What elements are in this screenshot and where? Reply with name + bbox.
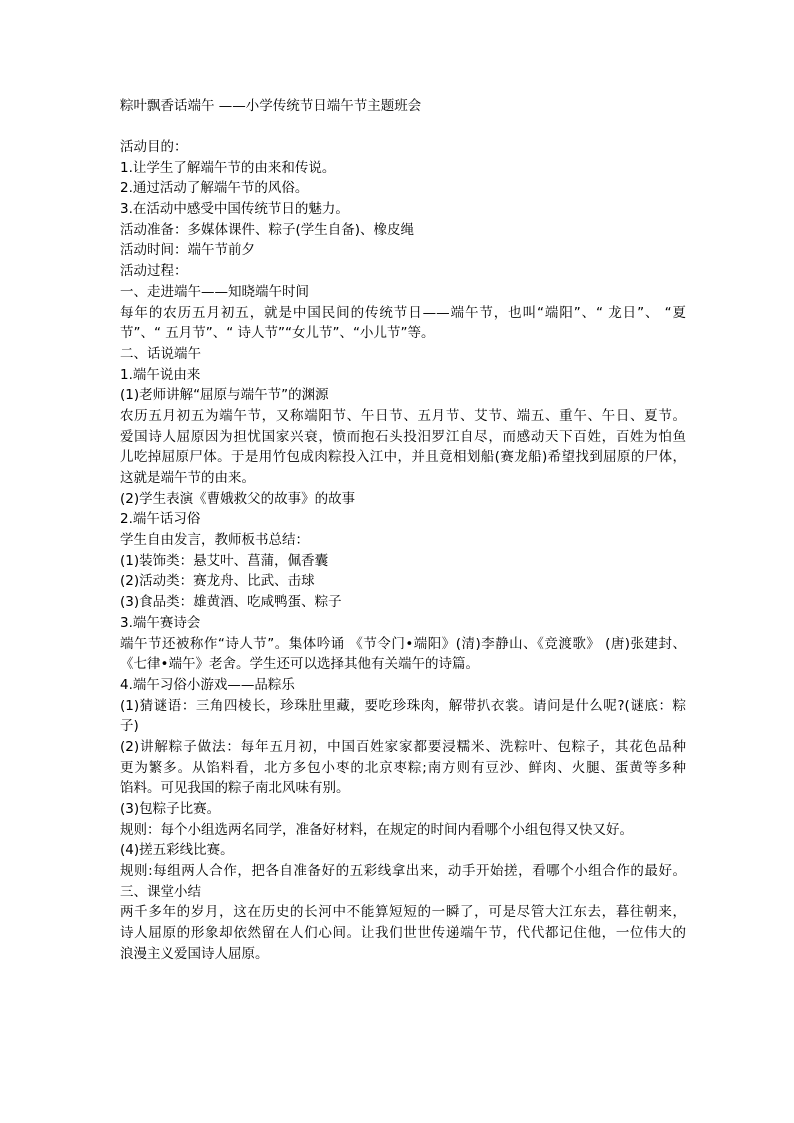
body-line: 1.让学生了解端午节的由来和传说。 bbox=[120, 159, 336, 176]
document-body bbox=[120, 137, 686, 965]
body-line: (2)活动类：赛龙舟、比武、击球 bbox=[120, 573, 315, 590]
body-line: 《七律•端午》老舍。学生还可以选择其他有关端午的诗篇。 bbox=[120, 656, 479, 673]
body-line: 2.通过活动了解端午节的风俗。 bbox=[120, 180, 309, 197]
body-line: 规则：每个小组选两名同学，准备好材料，在规定的时间内看哪个小组包得又快又好。 bbox=[120, 821, 633, 838]
document-title: 粽叶飘香话端午 ——小学传统节日端午节主题班会 bbox=[120, 98, 422, 114]
body-line: 4.端午习俗小游戏——品粽乐 bbox=[120, 676, 295, 693]
body-line: (4)搓五彩线比赛。 bbox=[120, 842, 234, 859]
body-line: 活动时间：端午节前夕 bbox=[120, 242, 255, 259]
body-line: 活动准备：多媒体课件、粽子(学生自备)、橡皮绳 bbox=[120, 221, 415, 238]
body-line: 这就是端午节的由来。 bbox=[120, 470, 255, 486]
body-line: 二、话说端午 bbox=[120, 345, 201, 362]
body-line: 活动过程： bbox=[120, 263, 188, 280]
body-line: 三、课堂小结 bbox=[120, 883, 201, 900]
body-line: 活动目的： bbox=[120, 139, 188, 155]
body-line: 浪漫主义爱国诗人屈原。 bbox=[120, 945, 269, 962]
body-line: 学生自由发言，教师板书总结： bbox=[120, 532, 309, 549]
body-line: 端午节还被称作“诗人节”。集体吟诵 《节令门•端阳》(清)李静山、《竞渡歌》 (唐)张建封、 bbox=[120, 635, 686, 652]
body-line: 诗人屈原的形象却依然留在人们心间。让我们世世传递端午节，代代都记住他，一位伟大的 bbox=[120, 925, 686, 942]
body-line: (1)猜谜语：三角四棱长，珍珠肚里藏，要吃珍珠肉，解带扒衣裳。请问是什么呢?(谜底：粽 bbox=[120, 697, 686, 714]
body-line: (3)包粽子比赛。 bbox=[120, 801, 221, 817]
body-line: 子) bbox=[120, 718, 139, 735]
body-line: 3.端午赛诗会 bbox=[120, 614, 201, 631]
body-line: (1)装饰类：悬艾叶、菖蒲，佩香囊 bbox=[120, 552, 329, 569]
body-line: (3)食品类：雄黄酒、吃咸鸭蛋、粽子 bbox=[120, 594, 342, 611]
body-line: 规则:每组两人合作，把各自准备好的五彩线拿出来，动手开始搓，看哪个小组合作的最好。 bbox=[120, 863, 686, 880]
body-line: 节”、“ 五月节”、“ 诗人节”“女儿节”、“小儿节”等。 bbox=[120, 325, 435, 342]
body-line: 每年的农历五月初五，就是中国民间的传统节日——端午节，也叫“端阳”、“ 龙日”、 “夏 bbox=[120, 304, 686, 321]
body-line: 更为繁多。从馅料看，北方多包小枣的北京枣粽;南方则有豆沙、鲜肉、火腿、蛋黄等多种 bbox=[120, 759, 686, 776]
body-line: 1.端午说由来 bbox=[120, 366, 201, 383]
body-line: 馅料。可见我国的粽子南北风味有别。 bbox=[120, 780, 350, 797]
body-line: 2.端午话习俗 bbox=[120, 511, 201, 528]
body-line: 儿吃掉屈原尸体。于是用竹包成肉粽投入江中，并且竟相划船(赛龙船)希望找到屈原的尸体， bbox=[120, 449, 686, 466]
body-line: (1)老师讲解“屈原与端午节”的渊源 bbox=[120, 387, 329, 404]
body-line: (2)讲解粽子做法：每年五月初，中国百姓家家都要浸糯米、洗粽叶、包粽子，其花色品种 bbox=[120, 738, 686, 755]
body-line: 农历五月初五为端午节，又称端阳节、午日节、五月节、艾节、端五、重午、午日、夏节。 bbox=[120, 407, 686, 424]
body-line: 两千多年的岁月，这在历史的长河中不能算短短的一瞬了，可是尽管大江东去，暮往朝来， bbox=[120, 904, 686, 921]
body-line: (2)学生表演《曹娥救父的故事》的故事 bbox=[120, 490, 356, 507]
body-line: 一、走进端午——知晓端午时间 bbox=[120, 283, 309, 300]
body-line: 3.在活动中感受中国传统节日的魅力。 bbox=[120, 201, 349, 218]
body-line: 爱国诗人屈原因为担忧国家兴衰，愤而抱石头投汨罗江自尽，而感动天下百姓，百姓为怕鱼 bbox=[120, 428, 686, 445]
